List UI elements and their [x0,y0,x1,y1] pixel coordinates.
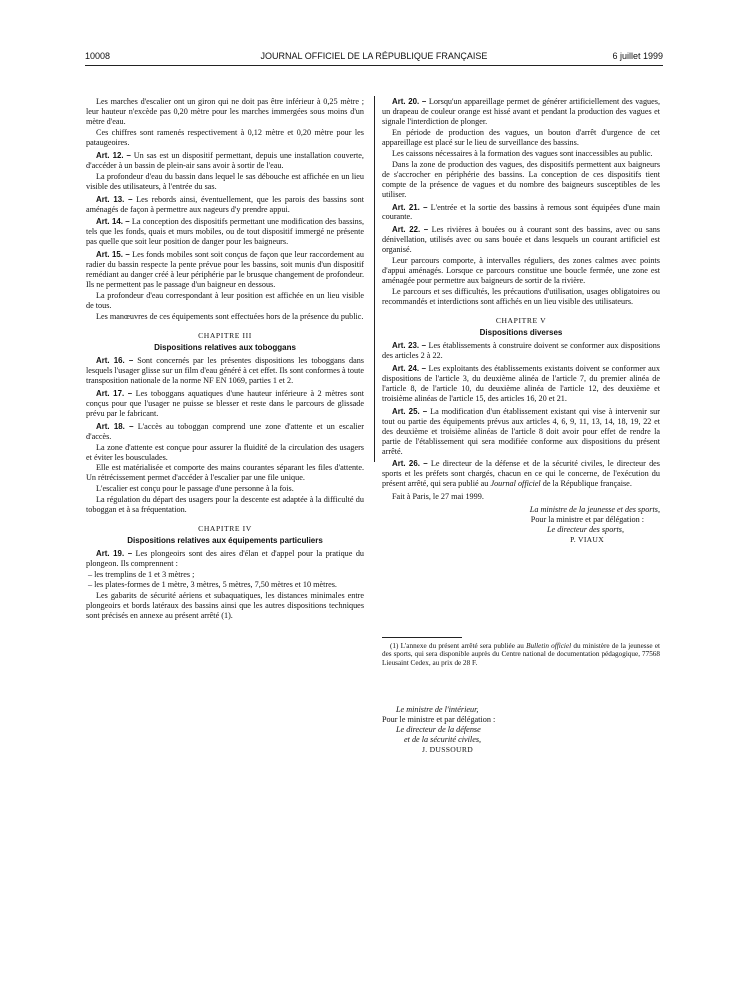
article-label: Art. 17. – [96,388,133,398]
paragraph: Dans la zone de production des vagues, des dispositifs permettent aux baigneurs de s'accrocher en périphérie des bassins. La conception de ces dispositifs tient compte de la présence de vagues et du nombre des baigneurs susceptibles de les utiliser. [382,159,660,199]
footnote-text: (1) L'annexe du présent arrêté sera publiée au [390,642,524,651]
footnote-rule [382,637,462,638]
article-text: de la République française. [542,479,632,489]
article-13 [86,195,364,215]
article-15 [86,250,364,290]
chapter-heading: CHAPITRE V [495,316,547,326]
paragraph: Elle est matérialisée et comporte des mains courantes séparant les files d'attente. Un rétrécissement permet d'accéder à l'escalier par une file unique. [86,463,364,483]
paragraph: La profondeur d'eau correspondant à leur position est affichée en un lieu visible de tous. [86,291,364,311]
signature-role: Le directeur de la défense [396,724,481,734]
paragraph: La régulation du départ des usagers pour la descente est adaptée à la difficulté du toboggan et à sa fréquentation. [86,495,364,515]
article-23 [382,341,660,361]
paragraph: L'escalier est conçu pour le passage d'une personne à la fois. [96,484,294,494]
footnote-text: du ministère de la jeunesse et des sports, qui sera disponible auprès du Centre national de documentation pédagogique, 77568 Lieusaint Cedex, au prix de 28 F. [382,642,661,667]
article-12 [86,151,364,171]
publication-date: 6 juillet 1999 [612,51,663,61]
list-item: – les tremplins de 1 et 3 mètres ; [94,570,364,580]
signature-role: Le directeur des sports, [546,525,624,535]
article-label: Art. 23. – [392,340,427,350]
article-19 [86,549,364,569]
paragraph: Ces chiffres sont ramenés respectivement à 0,12 mètre et 0,20 mètre pour les pataugeoires. [86,127,364,147]
signature-title: La ministre de la jeunesse et des sports, [529,505,660,515]
article-text: La conception des dispositifs permettant une modification des bassins, tels que les fonds, quais et murs mobiles, ou de tout dispositif immergé ne présente pas quelle que soit leur position de danger pour les baigneurs. [86,217,365,247]
article-label: Art. 18. – [96,421,134,431]
article-16 [86,356,364,386]
footnote [382,642,660,667]
signature-name: J. DUSSOURD [422,744,473,754]
chapter-heading: CHAPITRE III [198,331,252,341]
signature-role-cont: et de la sécurité civiles, [404,734,482,744]
article-text: L'accès au toboggan comprend une zone d'attente et un escalier d'accès. [86,421,364,441]
article-text: Le directeur de la défense et de la sécurité civiles, le directeur des sports et les préfets sont chargés, chacun en ce qui le concerne, de l'exécution du présent arrêté, qui sera publié au [382,459,660,489]
article-17 [86,389,364,419]
article-text: Les exploitants des établissements existants doivent se conformer aux dispositions de l'article 3, du deuxième alinéa de l'article 7, du premier alinéa de l'article 8, de l'article 10, du deuxième alinéa de l'article 12, des deuxième et troisième alinéas de l'article 15, des articles 16, 20 et 21. [382,363,660,403]
article-text: Les rebords ainsi, éventuellement, que les parois des bassins sont aménagés de façon à permettre aux nageurs d'y prendre appui. [86,194,364,214]
article-25 [382,407,660,457]
journal-officiel-title: Journal officiel [490,479,541,489]
journal-title: JOURNAL OFFICIEL DE LA RÉPUBLIQUE FRANÇAISE [260,51,488,61]
article-text: Les toboggans aquatiques d'une hauteur inférieure à 2 mètres sont conçus pour que l'usager ne puisse se blesser et reste dans le parcours de glissade prévu par le fabricant. [86,388,365,418]
chapter-title: Dispositions relatives aux toboggans [154,342,296,352]
paragraph: Les gabarits de sécurité aériens et subaquatiques, les distances minimales entre plongeoirs et bords latéraux des bassins ainsi que les autres dispositions techniques sont précisés en annexe au présent arrêté (1). [86,590,364,620]
article-label: Art. 21. – [392,202,428,212]
paragraph: En période de production des vagues, un bouton d'arrêt d'urgence de cet appareillage est placé sur le lieu de surveillance des bassins. [382,127,660,147]
article-text: Les rivières à bouées ou à courant sont des bassins, avec ou sans dénivellation, utilisés avec ou sans bouée et dans lesquels un courant artificiel est organisé. [382,225,660,255]
article-24 [382,364,660,404]
signature-title: Le ministre de l'intérieur, [396,705,479,714]
paragraph: La zone d'attente est conçue pour assurer la fluidité de la circulation des usagers et éviter les bousculades. [86,442,364,462]
paragraph: Leur parcours comporte, à intervalles réguliers, des zones calmes avec points d'appui aménagés. Lorsque ce parcours constitue une boucle fermée, une zone est aménagée pour permettre aux baigneurs de sortir de la rivière. [382,256,660,286]
paragraph: Les caissons nécessaires à la formation des vagues sont inaccessibles au public. [392,148,653,158]
article-label: Art. 25. – [392,406,428,416]
article-label: Art. 15. – [96,250,130,260]
article-18 [86,422,364,442]
article-text: Un sas est un dispositif permettant, depuis une installation couverte, d'accéder à un bassin de plein-air sans avoir à sortir de l'eau. [86,150,364,170]
signature-name: P. VIAUX [570,535,604,545]
paragraph: Les manœuvres de ces équipements sont effectuées hors de la présence du public. [96,312,364,322]
signature-delegation: Pour le ministre et par délégation : [382,714,496,724]
chapter-heading: CHAPITRE IV [198,524,252,534]
page-header [85,51,663,65]
plongeoir-list [86,570,364,590]
article-text: Les fonds mobiles sont soit conçus de façon que leur raccordement au radier du bassin respecte la pente prévue pour les bassins, soit munis d'un dispositif remédiant au danger créé à leur périphérie par le brusque changement de profondeur. Ils ne permettent pas le passage d'un baigneur en dessous. [86,250,365,290]
column-divider [374,96,375,462]
article-label: Art. 13. – [96,194,133,204]
signature-block-sports [382,505,660,545]
article-text: Lorsqu'un appareillage permet de générer artificiellement des vagues, un drapeau de couleur orange est hissé avant et pendant la production des vagues et signale l'interdiction de plonger. [382,97,660,126]
page-number: 10008 [85,51,111,61]
article-label: Art. 22. – [392,225,429,235]
signature-interieur-real [382,705,660,755]
right-column [382,97,660,668]
article-label: Art. 24. – [392,363,427,373]
list-item: – les plates-formes de 1 mètre, 3 mètres, 5 mètres, 7,50 mètres et 10 mètres. [94,580,364,590]
article-label: Art. 26. – [392,459,428,469]
paragraph: La profondeur d'eau du bassin dans lequel le sas débouche est affichée en un lieu visible des utilisateurs, à l'entrée du sas. [86,171,364,191]
article-label: Art. 14. – [96,217,130,227]
article-text: Sont concernés par les présentes dispositions les toboggans dans lesquels l'usager glisse sur un film d'eau généré à cet effet. Ils sont conformes à toute transposition nationale de la norme NF EN 1069, parties 1 et 2. [86,355,364,385]
footnotes [382,637,660,667]
article-20 [382,97,660,127]
article-22 [382,225,660,255]
article-14 [86,217,364,247]
left-column [86,97,364,622]
article-text: Les plongeoirs sont des aires d'élan et d'appel pour la pratique du plongeon. Ils comprennent : [86,549,365,569]
paragraph: Le parcours et ses difficultés, les précautions d'utilisation, usages obligatoires ou recommandés et interdictions sont affichés en un lieu visible des utilisateurs. [382,287,660,307]
article-26 [382,459,660,489]
article-text: Les établissements à construire doivent se conformer aux dispositions des articles 2 à 22. [382,340,661,360]
fait-a-paris: Fait à Paris, le 27 mai 1999. [392,492,484,502]
article-label: Art. 19. – [96,549,133,559]
chapter-title: Dispositions relatives aux équipements particuliers [127,536,323,546]
signature-delegation: Pour la ministre et par délégation : [530,515,644,525]
header-rule [85,65,663,66]
article-label: Art. 16. – [96,355,134,365]
article-text: L'entrée et la sortie des bassins à remous sont équipées d'une main courante. [382,202,660,222]
article-21 [382,203,660,223]
bulletin-officiel-title: Bulletin officiel [526,642,572,651]
article-text: La modification d'un établissement existant qui vise à intervenir sur tout ou partie des équipements prévus aux articles 4, 6, 9, 11, 13, 14, 18, 19, 22 et des deuxième et troisième alinéas de l'article 8 doit avoir pour effet de rendre la partie de l'établissement qui sera modifiée conforme aux dispositions du présent arrêté. [382,406,660,456]
article-label: Art. 20. – [392,97,427,106]
article-label: Art. 12. – [96,150,131,160]
paragraph: Les marches d'escalier ont un giron qui ne doit pas être inférieur à 0,25 mètre ; leur hauteur n'excède pas 0,20 mètre pour les marches immergées sous moins d'un mètre d'eau. [86,97,364,126]
chapter-title: Dispositions diverses [479,328,563,338]
